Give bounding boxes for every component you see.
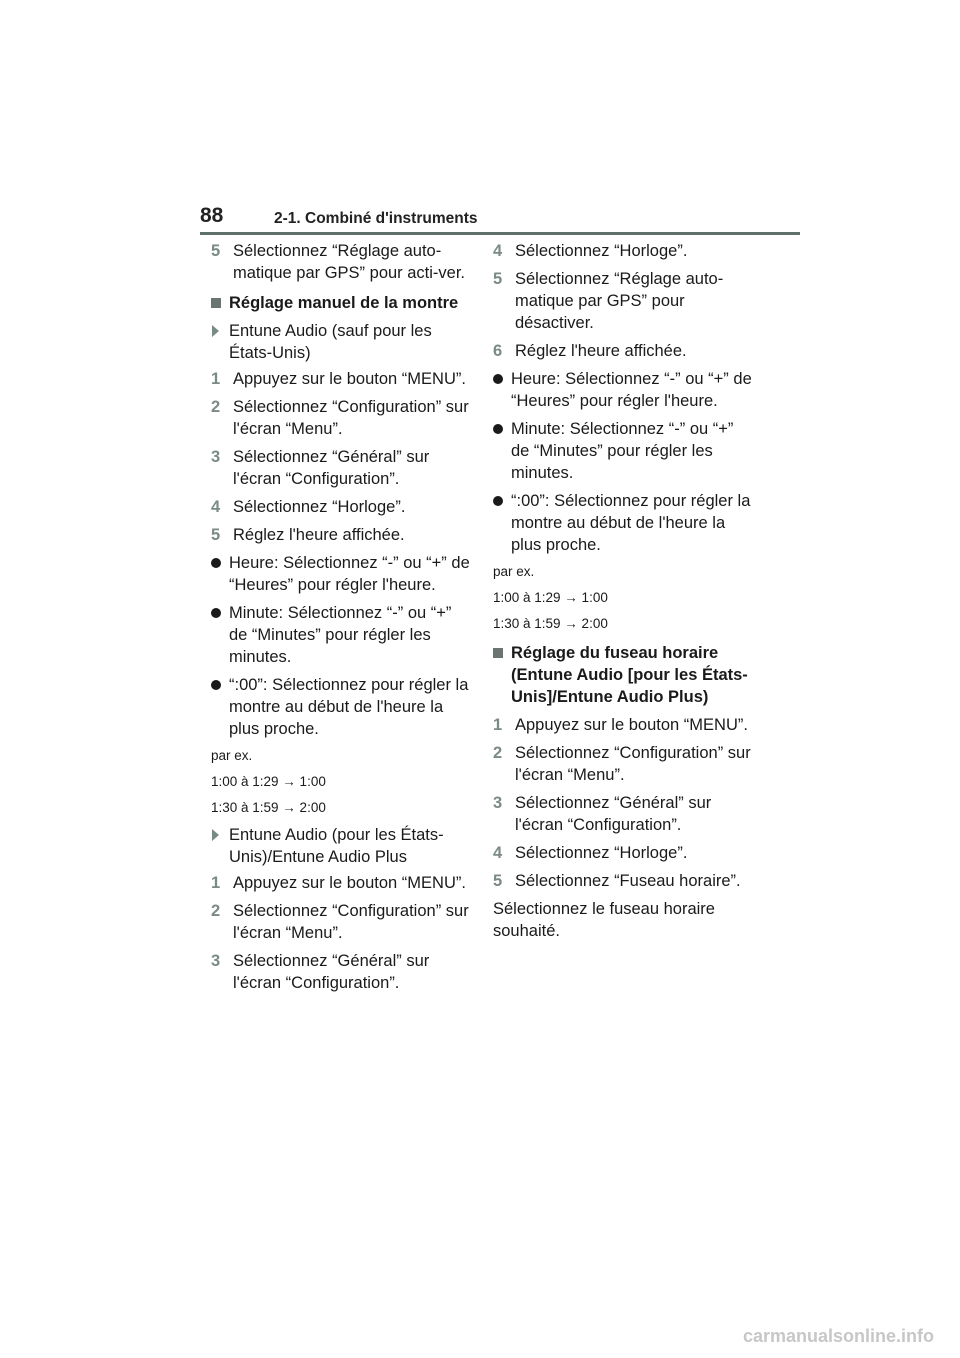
step-item — [211, 524, 473, 546]
step-number: 3 — [211, 448, 221, 466]
step-number: 1 — [211, 370, 221, 388]
step-number: 4 — [211, 498, 221, 516]
example-line: 1:00 à 1:29 → 1:00 — [493, 590, 608, 605]
triangle-bullet-icon — [212, 325, 219, 337]
bullet-dot-icon — [211, 608, 221, 618]
step-item — [493, 714, 755, 736]
subheading-entune-audio: Entune Audio (sauf pour les États-Unis) — [211, 320, 473, 364]
closing-paragraph: Sélectionnez le fuseau horaire souhaité. — [493, 900, 715, 940]
bullet-item: Minute: Sélectionnez “-” ou “+” de “Minutes” pour régler les minutes. — [493, 418, 755, 484]
step-item — [211, 240, 473, 284]
example-line: 1:30 à 1:59 → 2:00 — [493, 616, 608, 631]
square-bullet-icon — [211, 298, 221, 308]
bullet-dot-icon — [211, 680, 221, 690]
step-text: Appuyez sur le bouton “MENU”. — [515, 716, 748, 734]
subheading-entune-plus: Entune Audio (pour les États-Unis)/Entune Audio Plus — [211, 824, 473, 868]
step-number: 4 — [493, 844, 503, 862]
step-number: 4 — [493, 242, 503, 260]
bullet-item: “:00”: Sélectionnez pour régler la montre au début de l'heure la plus proche. — [493, 490, 755, 556]
step-text: Appuyez sur le bouton “MENU”. — [233, 370, 466, 388]
step-text: Réglez l'heure affichée. — [515, 342, 687, 360]
step-item — [211, 396, 473, 440]
step-item — [493, 792, 755, 836]
step-item — [493, 870, 755, 892]
step-item — [211, 368, 473, 390]
example-line: 1:00 à 1:29 → 1:00 — [211, 774, 326, 789]
bullet-dot-icon — [493, 424, 503, 434]
step-item — [493, 842, 755, 864]
step-text: Réglez l'heure affichée. — [233, 526, 405, 544]
bullet-dot-icon — [493, 374, 503, 384]
step-text: Sélectionnez “Général” sur l'écran “Configuration”. — [233, 448, 430, 488]
example-line: 1:30 à 1:59 → 2:00 — [211, 800, 326, 815]
watermark: carmanualsonline.info — [742, 1326, 934, 1346]
example-label: par ex. — [211, 748, 253, 763]
bullet-item: Heure: Sélectionnez “-” ou “+” de “Heures” pour régler l'heure. — [493, 368, 755, 412]
step-number: 1 — [211, 874, 221, 892]
left-column — [211, 240, 473, 1000]
step-item — [493, 742, 755, 786]
step-text: Sélectionnez “Configuration” sur l'écran “Menu”. — [233, 902, 469, 942]
step-text: Appuyez sur le bouton “MENU”. — [233, 874, 466, 892]
step-number: 3 — [493, 794, 503, 812]
step-item — [211, 900, 473, 944]
step-text: Sélectionnez “Réglage auto-matique par GPS” pour désactiver. — [515, 270, 724, 332]
step-item — [493, 340, 755, 362]
page-number: 88 — [200, 204, 224, 227]
step-text: Sélectionnez “Configuration” sur l'écran “Menu”. — [233, 398, 469, 438]
step-number: 2 — [211, 398, 221, 416]
step-number: 6 — [493, 342, 503, 360]
step-item — [211, 496, 473, 518]
triangle-bullet-icon — [212, 829, 219, 841]
step-text: Sélectionnez “Horloge”. — [233, 498, 406, 516]
step-number: 3 — [211, 952, 221, 970]
page-header — [200, 204, 800, 234]
bullet-dot-icon — [211, 558, 221, 568]
step-number: 5 — [493, 270, 503, 288]
example-label: par ex. — [493, 564, 535, 579]
heading-manual-clock: Réglage manuel de la montre — [211, 292, 473, 314]
bullet-item: Heure: Sélectionnez “-” ou “+” de “Heures” pour régler l'heure. — [211, 552, 473, 596]
step-item — [211, 872, 473, 894]
step-text: Sélectionnez “Général” sur l'écran “Configuration”. — [233, 952, 430, 992]
step-text: Sélectionnez “Général” sur l'écran “Configuration”. — [515, 794, 712, 834]
step-text: Sélectionnez “Horloge”. — [515, 242, 688, 260]
step-number: 5 — [211, 242, 221, 260]
step-item — [493, 268, 755, 334]
step-number: 2 — [211, 902, 221, 920]
step-text: Sélectionnez “Horloge”. — [515, 844, 688, 862]
step-text: Sélectionnez “Fuseau horaire”. — [515, 872, 741, 890]
step-item — [211, 950, 473, 994]
bullet-item: Minute: Sélectionnez “-” ou “+” de “Minutes” pour régler les minutes. — [211, 602, 473, 668]
step-text: Sélectionnez “Réglage auto-matique par GPS” pour acti-ver. — [233, 242, 466, 282]
step-number: 5 — [211, 526, 221, 544]
bullet-item: “:00”: Sélectionnez pour régler la montre au début de l'heure la plus proche. — [211, 674, 473, 740]
step-number: 1 — [493, 716, 503, 734]
step-number: 5 — [493, 872, 503, 890]
section-title: 2-1. Combiné d'instruments — [274, 210, 478, 227]
right-column — [493, 240, 755, 942]
step-item — [493, 240, 755, 262]
heading-timezone: Réglage du fuseau horaire (Entune Audio [pour les États-Unis]/Entune Audio Plus) — [493, 642, 755, 708]
step-number: 2 — [493, 744, 503, 762]
bullet-dot-icon — [493, 496, 503, 506]
header-rule — [200, 232, 800, 235]
step-text: Sélectionnez “Configuration” sur l'écran “Menu”. — [515, 744, 751, 784]
square-bullet-icon — [493, 648, 503, 658]
step-item — [211, 446, 473, 490]
